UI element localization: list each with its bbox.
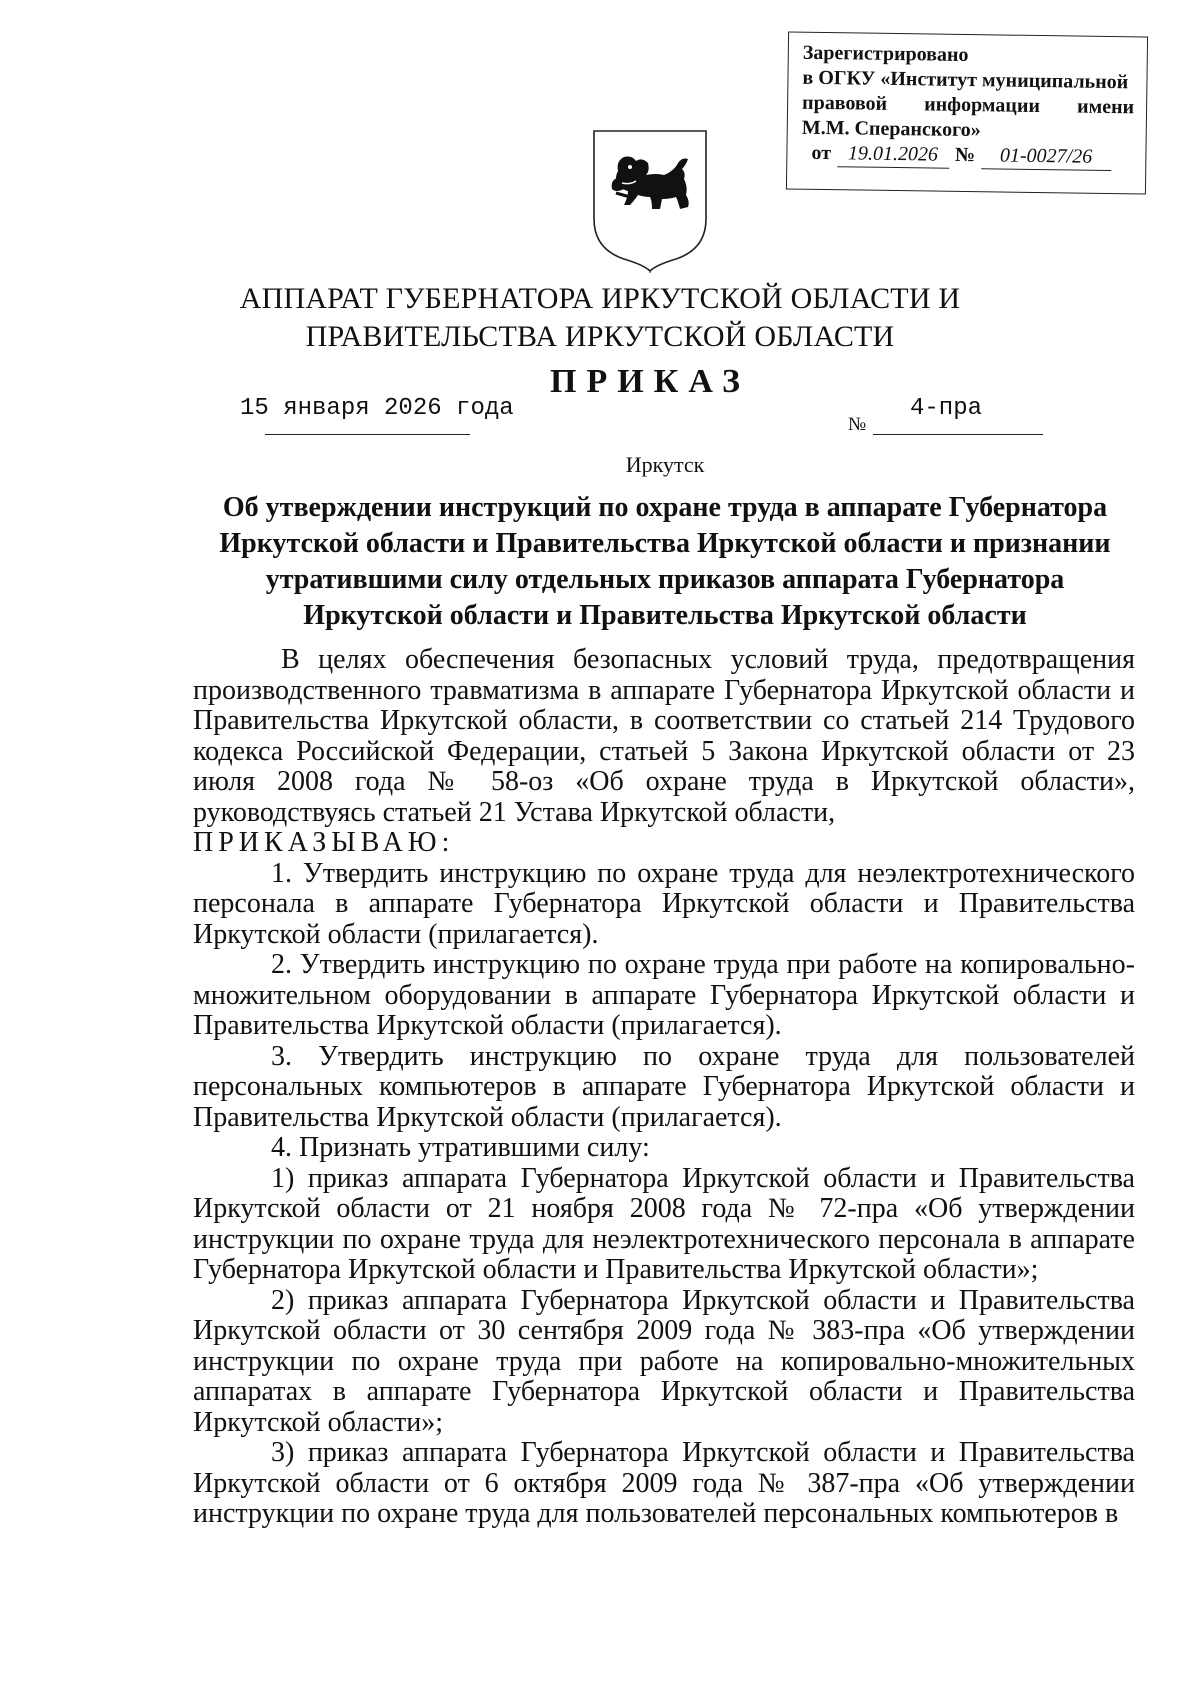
repealed-order-1: 1) приказ аппарата Губернатора Иркутской области и Правительства Иркутской области от 21 ноября 2008 года № 72-пра «Об утверждении инструкции по охране труда для неэлектротехнического персонала в аппарате Губернатора Иркутской области и Правительства Иркутской области»;: [193, 1162, 1135, 1285]
stamp-word: имени: [1076, 95, 1135, 119]
number-sign: №: [848, 414, 867, 435]
repealed-order-2: 2) приказ аппарата Губернатора Иркутской области и Правительства Иркутской области от 30 сентября 2009 года № 383-пра «Об утверждении инструкции по охране труда при работе на копировально-множительных аппаратах в аппарате Губернатора Иркутской области и Правительства Иркутской области»;: [193, 1284, 1135, 1438]
coat-of-arms-icon: [590, 127, 710, 273]
organization-name-line-2: ПРАВИТЕЛЬСТВА ИРКУТСКОЙ ОБЛАСТИ: [305, 320, 895, 353]
order-item-3: 3. Утвердить инструкцию по охране труда для пользователей персональных компьютеров в аппарате Губернатора Иркутской области и Правительства Иркутской области (прилагается).: [193, 1040, 1135, 1133]
document-number: 4-пра: [910, 395, 983, 422]
order-item-4: 4. Признать утратившими силу:: [271, 1132, 650, 1163]
registration-stamp: [786, 31, 1148, 194]
number-underline: [873, 434, 1043, 435]
repealed-order-3: 3) приказ аппарата Губернатора Иркутской области и Правительства Иркутской области от 6 октября 2009 года № 387-пра «Об утверждении инструкции по охране труда для пользователей персональных компьютеров в: [193, 1437, 1135, 1529]
stamp-number-sign: №: [954, 143, 976, 167]
stamp-date: 19.01.2026: [837, 141, 949, 169]
document-city: Иркутск: [625, 452, 705, 477]
organization-name-line-1: АППАРАТ ГУБЕРНАТОРА ИРКУТСКОЙ ОБЛАСТИ И: [239, 282, 961, 315]
stamp-line: М.М. Сперанского»: [801, 116, 981, 142]
order-item-2: 2. Утвердить инструкцию по охране труда при работе на копировально-множительном оборудовании в аппарате Губернатора Иркутской области и Правительства Иркутской области (прилагается).: [193, 949, 1135, 1041]
order-item-1: 1. Утвердить инструкцию по охране труда для неэлектротехнического персонала в аппарате Губернатора Иркутской области и Правительства Иркутской области (прилагается).: [193, 857, 1135, 950]
stamp-word: правовой: [801, 91, 888, 115]
stamp-word: информации: [924, 93, 1041, 118]
document-body: [193, 645, 1135, 1530]
order-word: ПРИКАЗЫВАЮ:: [193, 827, 455, 858]
stamp-line: в ОГКУ «Институт муниципальной: [802, 66, 1129, 94]
document-type-title: ПРИКАЗ: [550, 363, 750, 400]
stamp-line: Зарегистрировано: [802, 41, 969, 67]
document-date: 15 января 2026 года: [240, 395, 514, 422]
stamp-number: 01-0027/26: [981, 143, 1111, 171]
stamp-registration-row: [801, 141, 1133, 172]
document-heading: Об утверждении инструкций по охране труда в аппарате Губернатора Иркутской области и Правительства Иркутской области и признании утратившими силу отдельных приказов аппарата Губернатора Иркутской области и Правительства Иркутской области: [219, 492, 1111, 631]
date-underline: [265, 434, 470, 435]
stamp-date-prefix: от: [811, 141, 832, 165]
preamble-paragraph: В целях обеспечения безопасных условий труда, предотвращения производственного травматизма в аппарате Губернатора Иркутской области и Правительства Иркутской области, в соответствии со статьей 214 Трудового кодекса Российской Федерации, статьей 5 Закона Иркутской области от 23 июля 2008 года № 58-оз «Об охране труда в Иркутской области», руководствуясь статьей 21 Устава Иркутской области,: [193, 644, 1135, 828]
